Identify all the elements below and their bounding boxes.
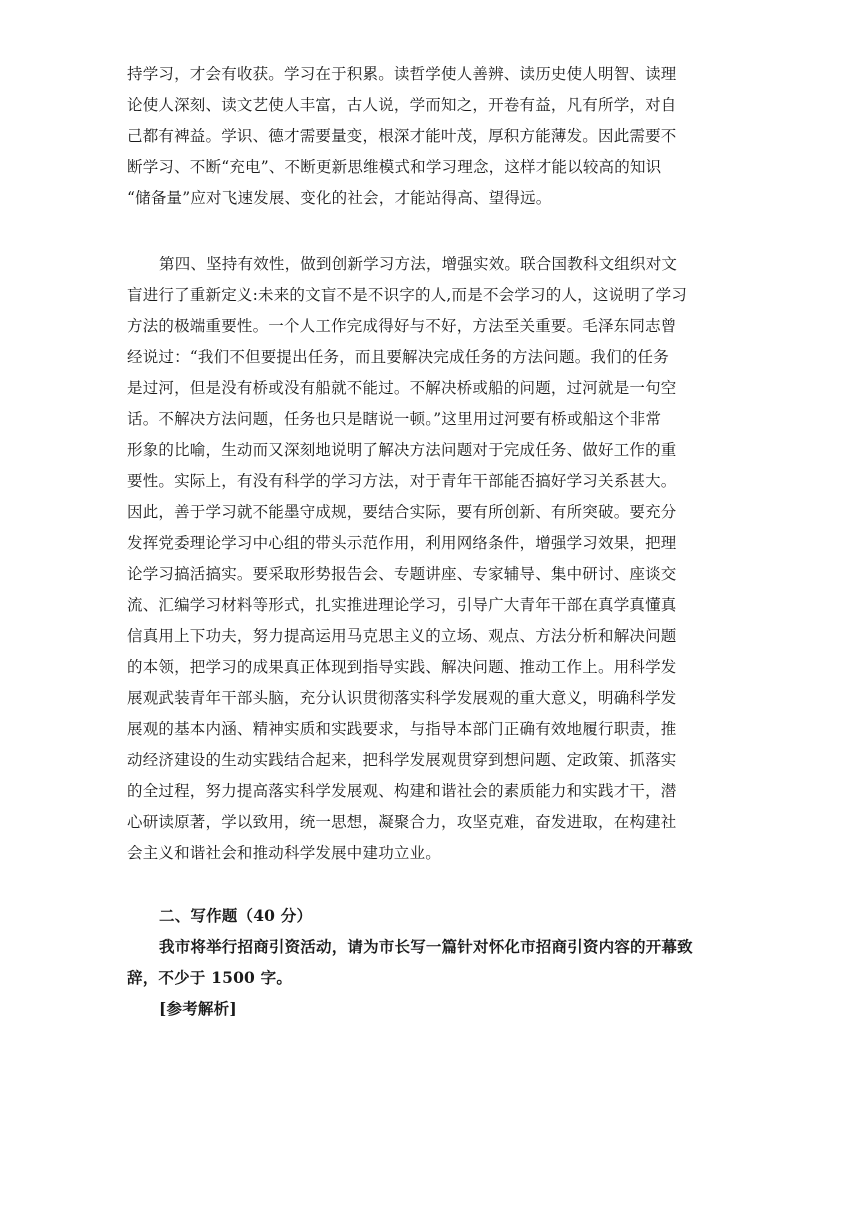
paragraph-2-line: 方法的极端重要性。一个人工作完成得好与不好，方法至关重要。毛泽东同志曾: [127, 317, 677, 335]
section-heading: 二、写作题（40 分）: [159, 906, 313, 925]
paragraph-2-line: 的全过程，努力提高落实科学发展观、构建和谐社会的素质能力和实践才干，潜: [127, 782, 677, 800]
paragraph-2-line: 展观的基本内涵、精神实质和实践要求，与指导本部门正确有效地履行职责，推: [127, 720, 677, 738]
paragraph-2-line: 会主义和谐社会和推动科学发展中建功立业。: [127, 844, 442, 862]
paragraph-2-line: 展观武装青年干部头脑，充分认识贯彻落实科学发展观的重大意义，明确科学发: [127, 689, 677, 707]
paragraph-1-line: “储备量”应对飞速发展、变化的社会，才能站得高、望得远。: [127, 189, 552, 207]
paragraph-1-line: 己都有裨益。学识、德才需要量变，根深才能叶茂，厚积方能薄发。因此需要不: [127, 127, 677, 145]
paragraph-2-line: 形象的比喻，生动而又深刻地说明了解决方法问题对于完成任务、做好工作的重: [127, 441, 677, 459]
paragraph-2-line: 因此，善于学习就不能墨守成规，要结合实际，要有所创新、有所突破。要充分: [127, 503, 677, 521]
paragraph-1-line: 论使人深刻、读文艺使人丰富，古人说，学而知之，开卷有益，凡有所学，对自: [127, 96, 677, 114]
paragraph-2-line: 发挥党委理论学习中心组的带头示范作用，利用网络条件，增强学习效果，把理: [127, 534, 677, 552]
paragraph-2-line: 流、汇编学习材料等形式，扎实推进理论学习，引导广大青年干部在真学真懂真: [127, 596, 677, 614]
paragraph-2-line: 要性。实际上，有没有科学的学习方法，对于青年干部能否搞好学习关系甚大。: [127, 472, 677, 490]
paragraph-2-line: 是过河，但是没有桥或没有船就不能过。不解决桥或船的问题，过河就是一句空: [127, 379, 677, 397]
question-text: 辞，不少于 1500 字。: [127, 968, 293, 987]
paragraph-2-line: 的本领，把学习的成果真正体现到指导实践、解决问题、推动工作上。用科学发: [127, 658, 677, 676]
paragraph-1-line: 持学习，才会有收获。学习在于积累。读哲学使人善辨、读历史使人明智、读理: [127, 65, 677, 83]
paragraph-2-line: 盲进行了重新定义:未来的文盲不是不识字的人,而是不会学习的人，这说明了学习: [127, 286, 688, 304]
paragraph-2-line: 第四、坚持有效性，做到创新学习方法，增强实效。联合国教科文组织对文: [159, 255, 678, 273]
answer-label: [参考解析]: [159, 999, 237, 1018]
paragraph-2-line: 经说过：“我们不但要提出任务，而且要解决完成任务的方法问题。我们的任务: [127, 348, 669, 366]
paragraph-2-line: 话。不解决方法问题，任务也只是瞎说一顿。”这里用过河要有桥或船这个非常: [127, 410, 662, 428]
paragraph-1-line: 断学习、不断“充电”、不断更新思维模式和学习理念，这样才能以较高的知识: [127, 158, 662, 176]
paragraph-2-line: 动经济建设的生动实践结合起来，把科学发展观贯穿到想问题、定政策、抓落实: [127, 751, 677, 769]
paragraph-2-line: 论学习搞活搞实。要采取形势报告会、专题讲座、专家辅导、集中研讨、座谈交: [127, 565, 677, 583]
paragraph-2-line: 信真用上下功夫，努力提高运用马克思主义的立场、观点、方法分析和解决问题: [127, 627, 677, 645]
question-text: 我市将举行招商引资活动，请为市长写一篇针对怀化市招商引资内容的开幕致: [159, 937, 693, 956]
paragraph-2-line: 心研读原著，学以致用，统一思想，凝聚合力，攻坚克难，奋发进取，在构建社: [127, 813, 677, 831]
